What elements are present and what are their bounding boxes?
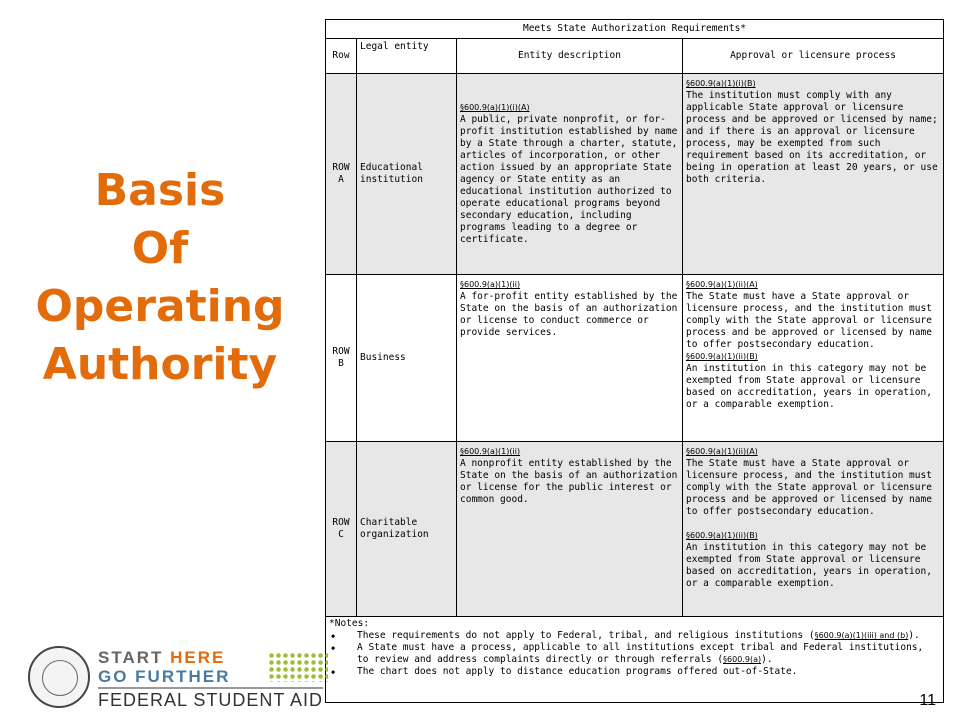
notes-cell: [326, 617, 944, 703]
federal-student-aid-logo: [28, 646, 328, 712]
logo-go-further: GO FURTHER: [98, 667, 231, 686]
header-entity-description: Entity description: [457, 39, 683, 74]
note-item: [357, 630, 940, 642]
row-description: [457, 275, 683, 442]
slide-title: [20, 162, 300, 394]
row-entity: Educational institution: [357, 74, 457, 275]
header-approval: Approval or licensure process: [683, 39, 944, 74]
row-description: [457, 442, 683, 617]
description-text: A public, private nonprofit, or for-profit institution established by name by a State through a charter, statute, articles of incorporation, or other action issued by an appropriate State agency or State entity as an educational institution authorized to operate educational programs beyond secondary education, including programs leading to a degree or certificate.: [460, 114, 678, 245]
regulation-reference: §600.9(a)(1)(i)(B): [686, 79, 756, 88]
approval-text: The State must have a State approval or licensure process, and the institution must comply with the State approval or licensure process and be approved or licensed by name to offer postsecondary education.: [686, 458, 932, 517]
table-row: [326, 275, 944, 442]
approval-text: The institution must comply with any applicable State approval or licensure process and be approved or licensed by name; and if there is an approval or licensure process, may be exempted from such requirement based on its accreditation, or being in operation at least 20 years, or use both criteria.: [686, 90, 938, 185]
note-item: [357, 642, 940, 666]
title-line-1: Basis: [94, 165, 226, 216]
note-text: The chart does not apply to distance education programs offered out-of-State.: [357, 666, 798, 677]
note-item: [357, 666, 940, 678]
page-number: 11: [919, 692, 936, 709]
title-line-4: Authority: [42, 339, 278, 390]
header-legal-entity: Legal entity: [357, 39, 457, 74]
note-text-end: ).: [908, 630, 920, 641]
row-approval: [683, 442, 944, 617]
row-approval: [683, 275, 944, 442]
table-row: [326, 74, 944, 275]
row-id: ROW B: [326, 275, 357, 442]
logo-here: HERE: [170, 648, 226, 667]
description-text: A nonprofit entity established by the State on the basis of an authorization or license for the public interest or common good.: [460, 458, 678, 505]
table-caption: Meets State Authorization Requirements*: [326, 20, 944, 39]
approval-text: The State must have a State approval or licensure process, and the institution must comply with the State approval or licensure process and be approved or licensed by name to offer postsecondary education.: [686, 291, 932, 350]
note-text: These requirements do not apply to Federal, tribal, and religious institutions (: [357, 630, 815, 641]
note-text: A State must have a process, applicable to all institutions except tribal and Federal institutions, to review and address complaints directly or through referrals (: [357, 642, 924, 665]
row-approval: [683, 74, 944, 275]
regulation-reference: §600.9(a)(1)(i)(A): [460, 103, 530, 112]
title-line-3: Operating: [35, 281, 285, 332]
notes-label: *Notes:: [329, 618, 370, 629]
logo-federal-student-aid: FEDERAL STUDENT AID: [98, 687, 323, 711]
regulation-reference: §600.9(a)(1)(ii)(B): [686, 531, 758, 540]
table-header-row: [326, 39, 944, 74]
row-id: ROW A: [326, 74, 357, 275]
notes-list: [329, 630, 940, 678]
title-line-2: Of: [131, 223, 189, 274]
regulation-reference: §600.9(a)(1)(ii)(A): [686, 280, 758, 289]
table-row: [326, 442, 944, 617]
row-entity: Charitable organization: [357, 442, 457, 617]
row-description: [457, 74, 683, 275]
logo-start: START: [98, 648, 164, 667]
approval-text: An institution in this category may not be exempted from State approval or licensure based on accreditation, years in operation, or a comparable exemption.: [686, 363, 932, 410]
note-reference-link[interactable]: §600.9(a): [723, 655, 762, 664]
department-of-education-seal-icon: [28, 646, 90, 708]
note-text-end: ).: [761, 654, 773, 665]
regulation-reference: §600.9(a)(1)(ii): [460, 280, 521, 289]
regulation-reference: §600.9(a)(1)(ii): [460, 447, 521, 456]
authorization-table: [325, 19, 944, 703]
notes-row: [326, 617, 944, 703]
approval-text: An institution in this category may not be exempted from State approval or licensure based on accreditation, years in operation, or a comparable exemption.: [686, 542, 932, 589]
description-text: A for-profit entity established by the State on the basis of an authorization or license to conduct commerce or provide services.: [460, 291, 678, 338]
regulation-reference: §600.9(a)(1)(ii)(B): [686, 352, 758, 361]
note-reference-link[interactable]: §600.9(a)(1)(iii) and (b): [814, 631, 909, 640]
row-entity: Business: [357, 275, 457, 442]
regulation-reference: §600.9(a)(1)(ii)(A): [686, 447, 758, 456]
header-row: Row: [326, 39, 357, 74]
logo-dots-decoration: [268, 652, 328, 682]
row-id: ROW C: [326, 442, 357, 617]
